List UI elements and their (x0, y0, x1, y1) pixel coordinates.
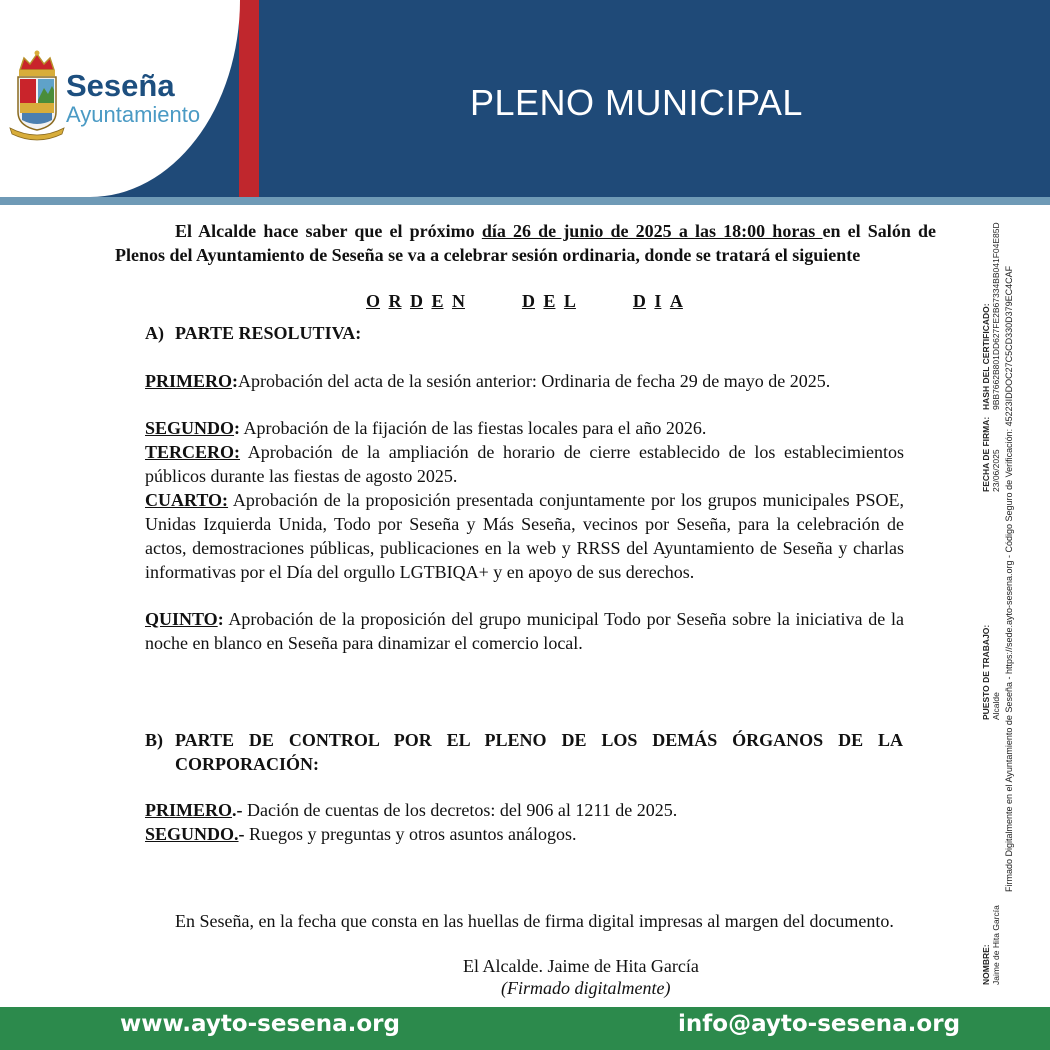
agenda-item-sep: .- (232, 800, 243, 820)
agenda-item-sep: - (238, 824, 245, 844)
footer-website-link[interactable]: www.ayto-sesena.org (120, 1011, 400, 1037)
section-a-letter: A) (145, 323, 164, 343)
agenda-item-key: PRIMERO (145, 371, 232, 391)
sidebar-puesto-label: PUESTO DE TRABAJO: (981, 624, 991, 720)
section-b-heading (145, 728, 905, 776)
agenda-title-letter: E (431, 291, 444, 311)
agenda-title-letter: N (451, 291, 465, 311)
page-title: PLENO MUNICIPAL (470, 82, 803, 123)
agenda-item (145, 607, 904, 655)
sidebar-fecha-value: 23/06/2025 (991, 449, 1001, 492)
sidebar-hash (981, 303, 991, 410)
sidebar-hash-label: HASH DEL CERTIFICADO: (981, 303, 991, 410)
agenda-item (145, 369, 904, 393)
sidebar-fecha-label: FECHA DE FIRMA: (981, 416, 991, 492)
closing-paragraph: En Seseña, en la fecha que consta en las huellas de firma digital impresas al margen del documento. (175, 911, 894, 931)
agenda-title (366, 291, 683, 312)
section-a-title: PARTE RESOLUTIVA: (175, 323, 362, 343)
sidebar-nombre-value: Jaime de Hita García (991, 905, 1001, 985)
agenda-item-text: Ruegos y preguntas y otros asuntos análogos. (244, 824, 577, 844)
section-b-letter: B) (145, 730, 163, 750)
agenda-item-key: SEGUNDO (145, 418, 235, 438)
agenda-title-gap (473, 291, 513, 312)
agenda-title-letter: R (388, 291, 402, 311)
signature-note: (Firmado digitalmente) (501, 978, 671, 998)
sidebar-nombre-label: NOMBRE: (981, 944, 991, 985)
footer-email-link[interactable]: info@ayto-sesena.org (678, 1011, 961, 1037)
sidebar-fecha (981, 417, 991, 492)
agenda-item (145, 488, 904, 584)
sidebar-puesto (981, 625, 991, 720)
logo-subtitle: Ayuntamiento (66, 102, 201, 127)
logo-name: Seseña (66, 68, 175, 103)
section-a-heading (145, 321, 905, 345)
sidebar-hash-value: 9BB7662B801DD627FE2B67334BB041F04E85D (991, 222, 1001, 410)
intro-before: El Alcalde hace saber que el próximo (175, 221, 482, 241)
agenda-title-letter: L (563, 291, 576, 311)
agenda-title-letter: D (409, 291, 423, 311)
agenda-title-letter: O (366, 291, 381, 311)
agenda-title-letter: D (632, 291, 646, 311)
agenda-item-text: Aprobación del acta de la sesión anterior: Ordinaria de fecha 29 de mayo de 2025. (238, 371, 831, 391)
agenda-item (145, 440, 904, 488)
agenda-item-key: CUARTO: (145, 490, 229, 510)
agenda-title-letter: A (669, 291, 683, 311)
agenda-item-sep: : (234, 418, 241, 438)
agenda-item-text: Aprobación de la ampliación de horario de cierre establecido de los establecimientos públicos durante las fiestas de agosto 2025. (145, 442, 904, 486)
sidebar-verification: Firmado Digitalmente en el Ayuntamiento de Seseña - https://sede.ayto-sesena.org - Código Seguro de Verificación: 45223IDDOC27C5CD330D379EC4CAF (1004, 265, 1014, 892)
agenda-title-letter: D (521, 291, 535, 311)
agenda-item-text: Aprobación de la fijación de las fiestas locales para el año 2026. (240, 418, 707, 438)
agenda-item-key: SEGUNDO. (145, 824, 239, 844)
agenda-title-gap (584, 291, 624, 312)
agenda-item-sep: : (232, 371, 238, 391)
header-divider (0, 197, 1050, 205)
header-red-stripe (239, 0, 259, 197)
intro-paragraph (115, 219, 936, 267)
agenda-item-key: QUINTO (145, 609, 218, 629)
municipal-crest-icon (8, 50, 66, 142)
sidebar-puesto-value: Alcalde (991, 692, 1001, 720)
section-b-title: PARTE DE CONTROL POR EL PLENO DE LOS DEMÁS ÓRGANOS DE LA CORPORACIÓN: (175, 730, 903, 774)
intro-after: en el Salón de Plenos del Ayuntamiento de Seseña se va a celebrar sesión ordinaria, donde se tratará el siguiente (115, 221, 936, 265)
agenda-item-text: Aprobación de la proposición del grupo municipal Todo por Seseña sobre la iniciativa de la noche en blanco en Seseña para dinamizar el comercio local. (145, 609, 904, 653)
agenda-item (145, 822, 904, 846)
agenda-item-key: TERCERO: (145, 442, 241, 462)
sidebar-nombre (981, 944, 991, 985)
agenda-title-letter: I (654, 291, 662, 311)
agenda-item (145, 416, 904, 440)
agenda-item-text: Dación de cuentas de los decretos: del 906 al 1211 de 2025. (242, 800, 678, 820)
agenda-item-sep: : (217, 609, 224, 629)
agenda-title-letter: E (543, 291, 556, 311)
meeting-date: día 26 de junio de 2025 a las 18:00 horas (481, 221, 823, 241)
agenda-item-key: PRIMERO (145, 800, 232, 820)
agenda-item-text: Aprobación de la proposición presentada conjuntamente por los grupos municipales PSOE, Unidas Izquierda Unida, Todo por Seseña y Más Seseña, vecinos por Seseña, para la celebración de actos, demostraciones públicas, publicaciones en la web y RRSS del Ayuntamiento de Seseña y charlas informativas por el Día del orgullo LGTBIQA+ y en apoyo de sus derechos. (145, 490, 904, 582)
signature-line: El Alcalde. Jaime de Hita García (463, 956, 699, 976)
agenda-item (145, 798, 904, 822)
